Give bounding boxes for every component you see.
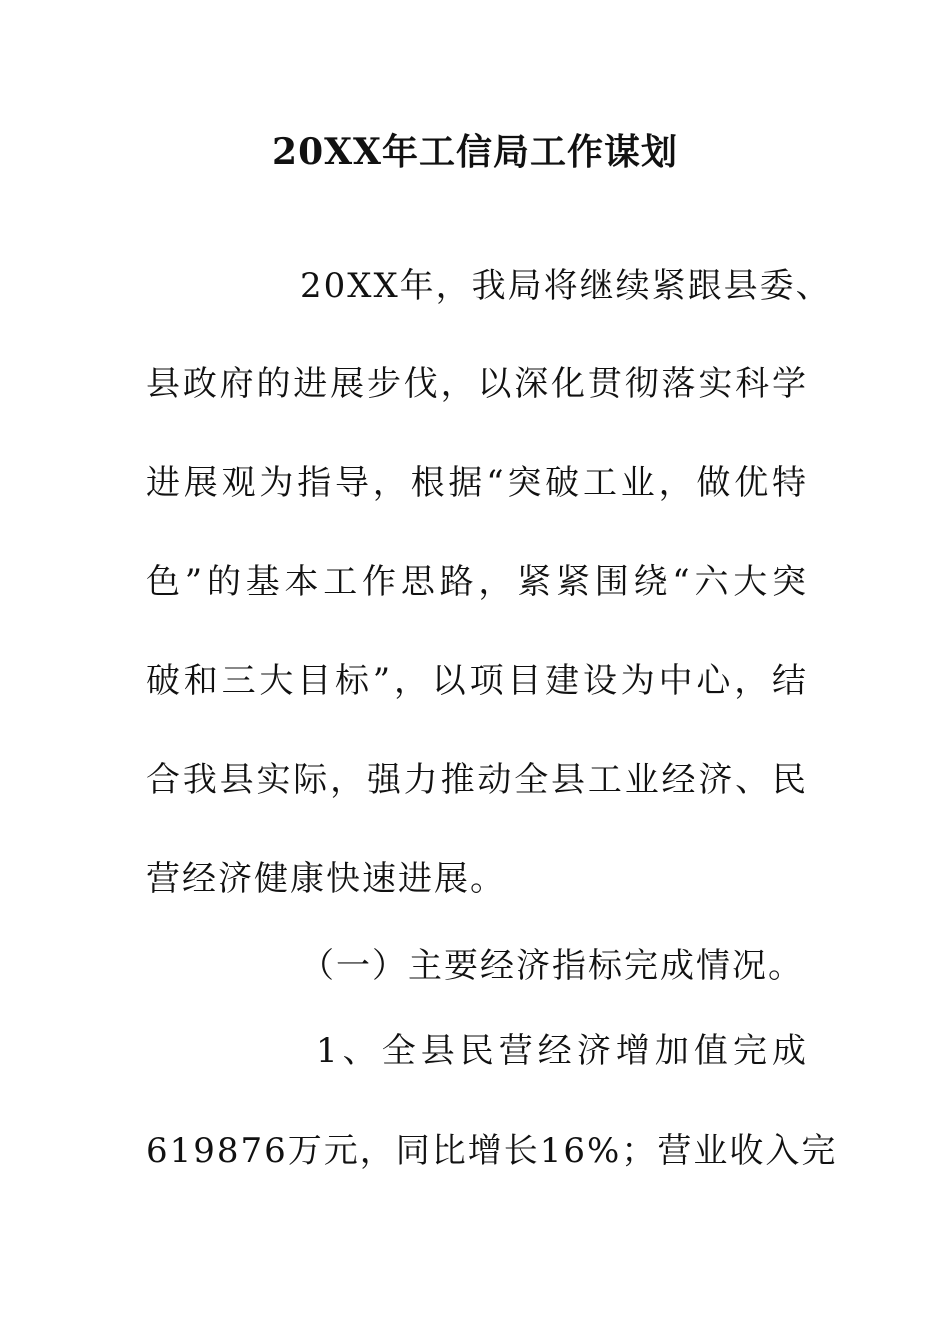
paragraph-line: 1、全县民营经济增加值完成: [316, 1031, 808, 1071]
paragraph-line: 619876万元，同比增长16%；营业收入完: [146, 1131, 838, 1171]
section-heading: （一）主要经济指标完成情况。: [300, 946, 804, 986]
paragraph-line: 进展观为指导，根据“突破工业，做优特: [146, 463, 808, 503]
paragraph-line: 色”的基本工作思路，紧紧围绕“六大突: [146, 562, 808, 602]
paragraph-line: 破和三大目标”，以项目建设为中心，结: [146, 661, 808, 701]
paragraph-line: 合我县实际，强力推动全县工业经济、民: [146, 760, 808, 800]
document-title: 20XX年工信局工作谋划: [272, 131, 678, 173]
paragraph-line: 县政府的进展步伐，以深化贯彻落实科学: [146, 364, 808, 404]
paragraph-line: 营经济健康快速进展。: [146, 859, 506, 899]
paragraph-line: 20XX年，我局将继续紧跟县委、: [300, 266, 832, 306]
